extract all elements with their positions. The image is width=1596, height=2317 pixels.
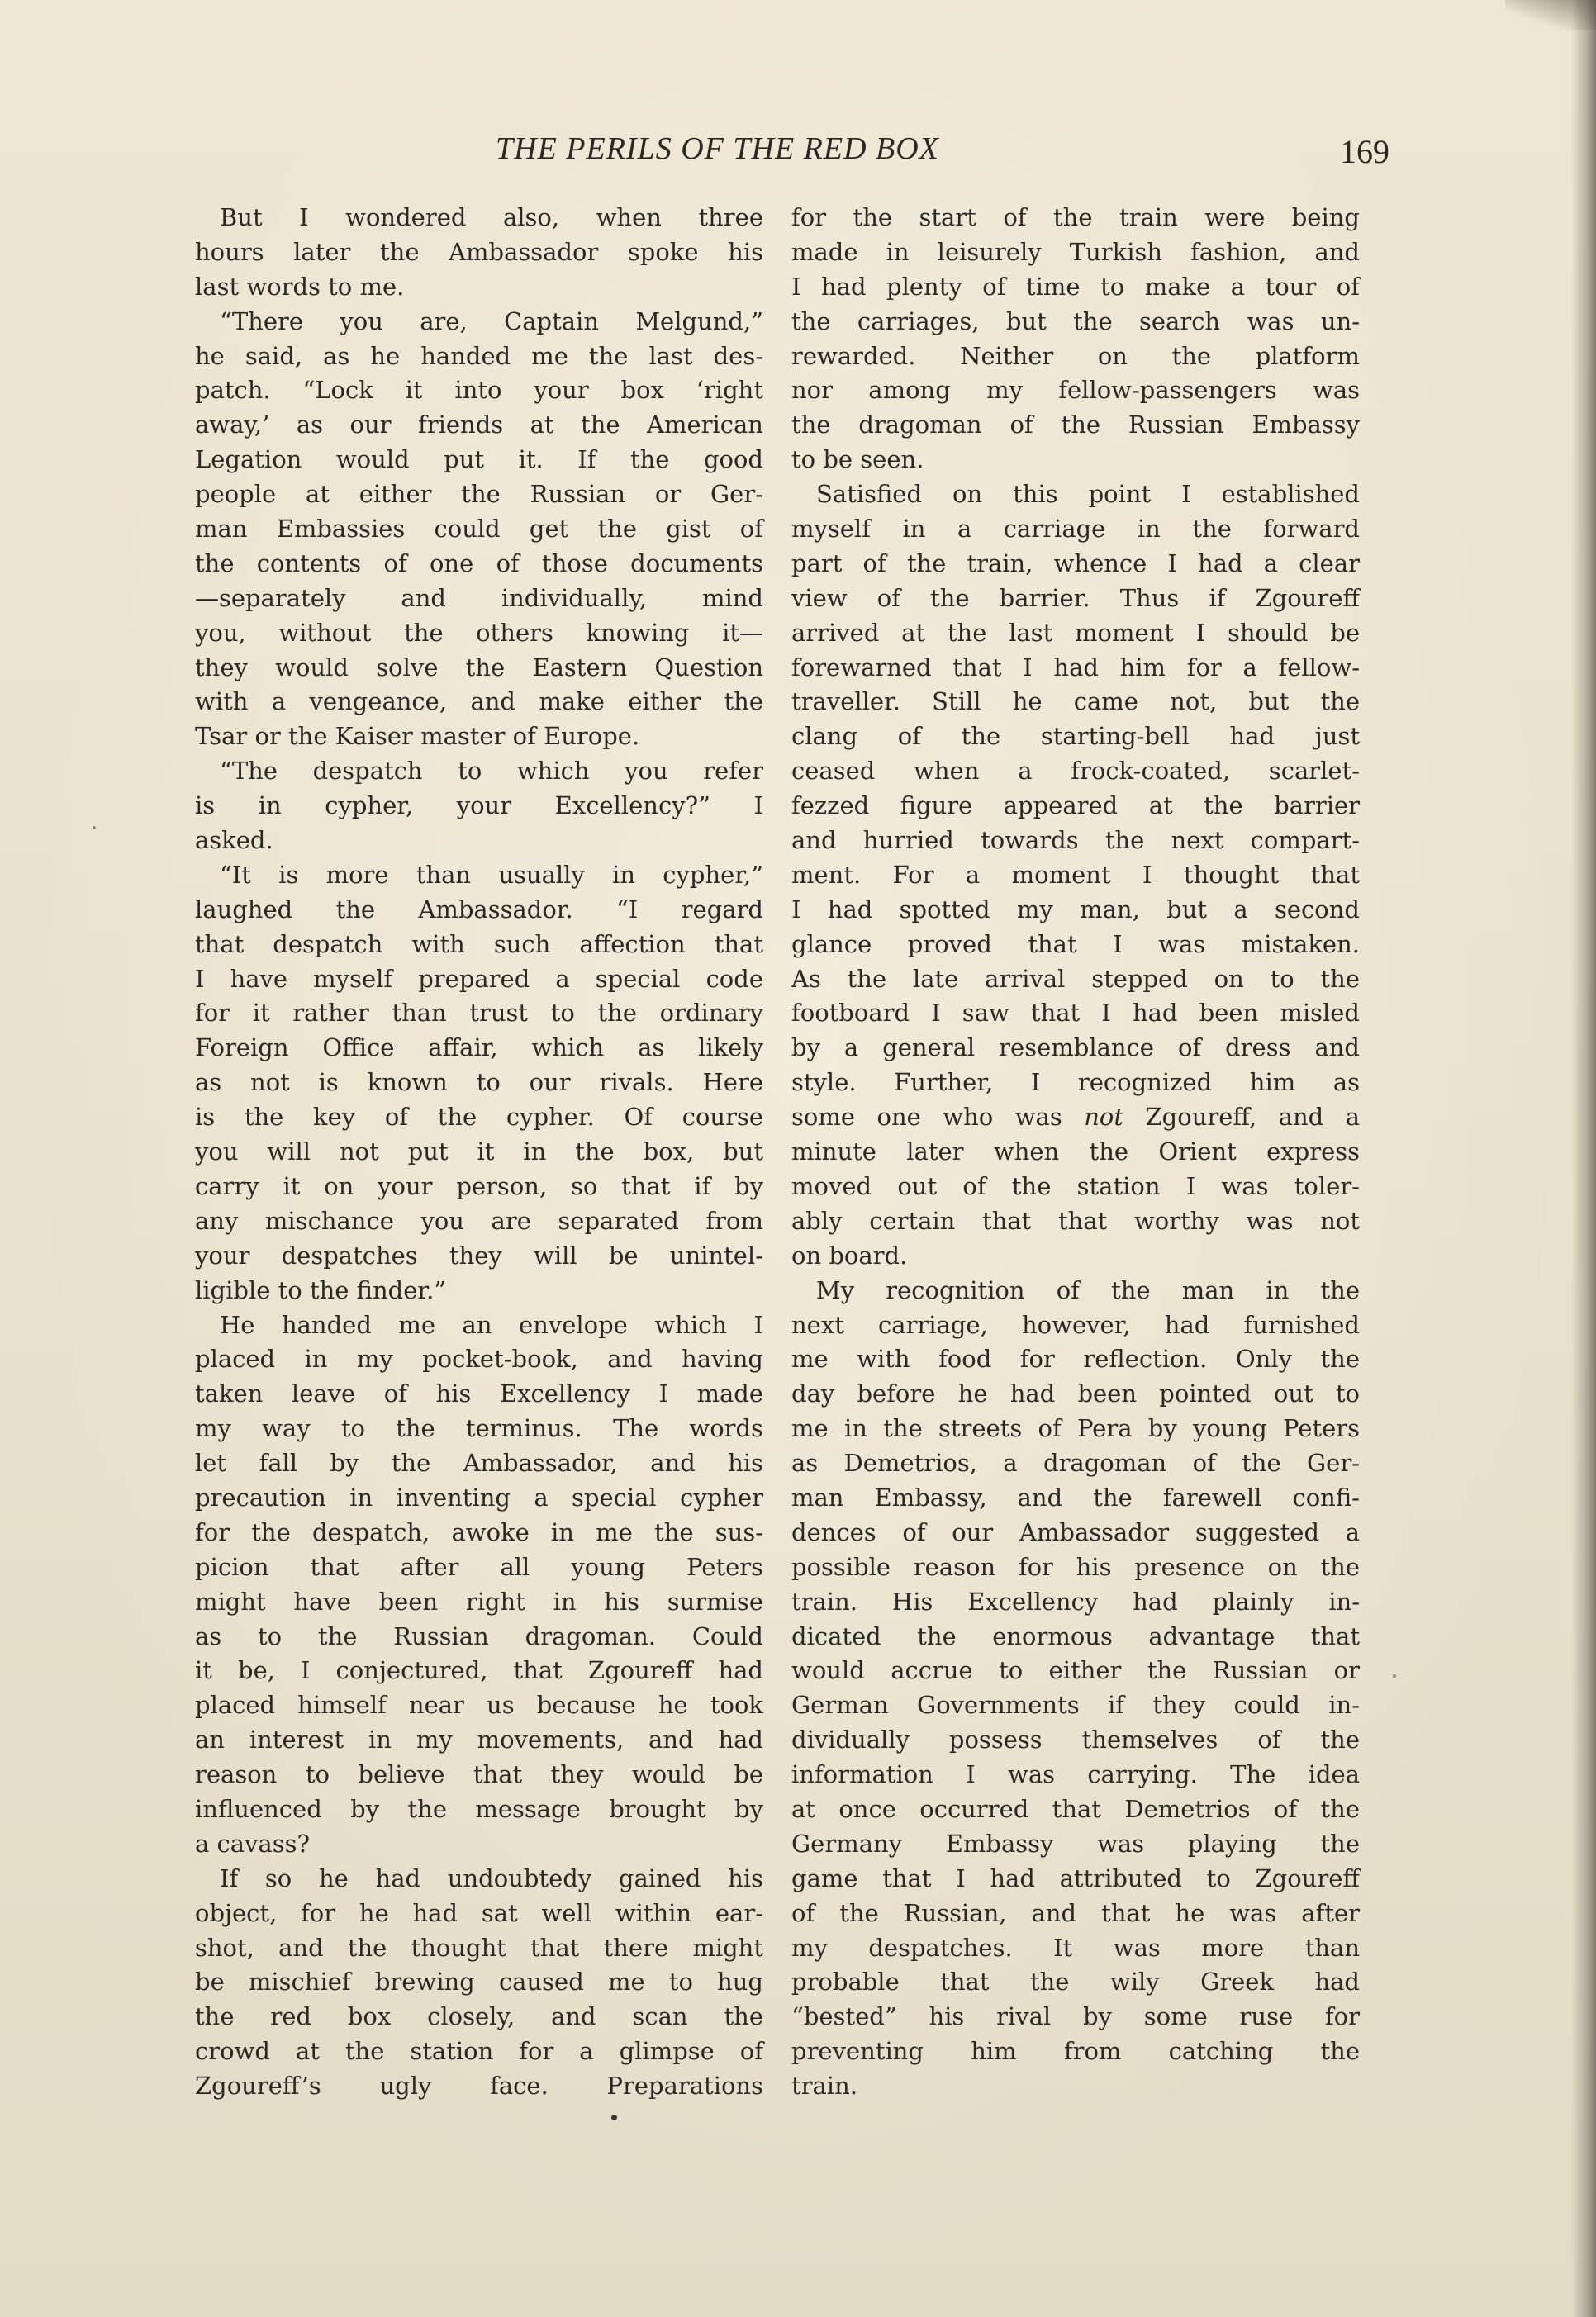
text-line: and hurried towards the next compart-: [791, 826, 1360, 855]
text-line: probable that the wily Greek had: [791, 1968, 1360, 1997]
text-line: Zgoureff’s ugly face. Preparations: [195, 2072, 763, 2101]
text-line: But I wondered also, when three: [220, 203, 763, 231]
text-line: be mischief brewing caused me to hug: [195, 1968, 763, 1997]
text-line: last words to me.: [195, 272, 405, 301]
text-line: I have myself prepared a special code: [195, 964, 763, 993]
text-line: made in leisurely Turkish fashion, and: [791, 237, 1360, 266]
text-line: possible reason for his presence on the: [791, 1552, 1360, 1581]
text-line: picion that after all young Peters: [195, 1552, 763, 1581]
text-line: me in the streets of Pera by young Peters: [791, 1414, 1360, 1443]
text-line: my way to the terminus. The words: [195, 1414, 763, 1443]
text-line: you, without the others knowing it—: [195, 618, 763, 647]
text-line: an interest in my movements, and had: [195, 1726, 763, 1754]
text-line: influenced by the message brought by: [195, 1794, 763, 1823]
text-line: for the despatch, awoke in me the sus-: [195, 1517, 763, 1546]
text-line: it be, I conjectured, that Zgoureff had: [195, 1656, 763, 1685]
text-line: people at either the Russian or Ger-: [195, 480, 763, 509]
running-head: THE PERILS OF THE RED BOX: [496, 131, 939, 166]
right-column: [791, 201, 1360, 2104]
text-line: let fall by the Ambassador, and his: [195, 1449, 763, 1478]
text-line: preventing him from catching the: [791, 2037, 1360, 2066]
text-line: patch. “Lock it into your box ‘right: [195, 376, 763, 405]
text-line: traveller. Still he came not, but the: [791, 687, 1360, 716]
text-line: for it rather than trust to the ordinary: [195, 999, 763, 1028]
text-line: asked.: [195, 826, 273, 855]
text-line: some one who was not Zgoureff, and a: [791, 1103, 1360, 1132]
text-line: the dragoman of the Russian Embassy: [791, 411, 1360, 439]
text-line: is in cypher, your Excellency?” I: [195, 791, 763, 820]
left-column: [195, 201, 763, 2104]
text-line: man Embassy, and the farewell confi-: [791, 1483, 1360, 1512]
page-corner-shadow: [1505, 0, 1596, 30]
text-line: glance proved that I was mistaken.: [791, 929, 1360, 958]
text-line: laughed the Ambassador. “I regard: [195, 895, 763, 923]
text-line: myself in a carriage in the forward: [791, 515, 1360, 544]
text-line: man Embassies could get the gist of: [195, 515, 763, 544]
text-line: you will not put it in the box, but: [195, 1137, 763, 1166]
text-line: with a vengeance, and make either the: [195, 687, 763, 716]
text-line: placed himself near us because he took: [195, 1691, 763, 1720]
text-line: day before he had been pointed out to: [791, 1379, 1360, 1408]
text-line: My recognition of the man in the: [816, 1275, 1360, 1304]
text-line: might have been right in his surmise: [195, 1587, 763, 1616]
text-line: for the start of the train were being: [791, 203, 1360, 231]
text-line: that despatch with such affection that: [195, 929, 763, 958]
text-line: I had plenty of time to make a tour of: [791, 272, 1360, 301]
text-line: part of the train, whence I had a clear: [791, 548, 1360, 577]
text-line: as to the Russian dragoman. Could: [195, 1621, 763, 1650]
text-line: a cavass?: [195, 1829, 311, 1858]
page-edge-shadow: [1571, 0, 1596, 2317]
text-line: hours later the Ambassador spoke his: [195, 237, 763, 266]
text-line: the contents of one of those documents: [195, 548, 763, 577]
text-line: Satisfied on this point I established: [816, 480, 1360, 509]
text-line: me with food for reflection. Only the: [791, 1345, 1360, 1374]
text-line: minute later when the Orient express: [791, 1137, 1360, 1166]
text-line: view of the barrier. Thus if Zgoureff: [791, 583, 1360, 612]
text-line: dividually possess themselves of the: [791, 1726, 1360, 1754]
ink-speck: [611, 2115, 617, 2120]
text-line: “The despatch to which you refer: [220, 757, 763, 786]
text-line: my despatches. It was more than: [791, 1933, 1360, 1962]
text-line: the red box closely, and scan the: [195, 2002, 763, 2031]
text-line: arrived at the last moment I should be: [791, 618, 1360, 647]
text-line: moved out of the station I was toler-: [791, 1171, 1360, 1200]
text-line: the carriages, but the search was un-: [791, 306, 1360, 335]
text-line: to be seen.: [791, 445, 924, 474]
text-line: He handed me an envelope which I: [220, 1310, 763, 1339]
text-line: “bested” his rival by some ruse for: [791, 2002, 1360, 2031]
text-line: If so he had undoubtedy gained his: [220, 1864, 763, 1892]
text-line: fezzed figure appeared at the barrier: [791, 791, 1360, 820]
text-line: is the key of the cypher. Of course: [195, 1103, 763, 1132]
text-line: as not is known to our rivals. Here: [195, 1068, 763, 1097]
text-line: would accrue to either the Russian or: [791, 1656, 1360, 1685]
text-line: away,’ as our friends at the American: [195, 411, 763, 439]
text-line: crowd at the station for a glimpse of: [195, 2037, 763, 2066]
text-line: they would solve the Eastern Question: [195, 653, 763, 681]
text-line: style. Further, I recognized him as: [791, 1068, 1360, 1097]
text-line: object, for he had sat well within ear-: [195, 1898, 763, 1927]
text-line: precaution in inventing a special cypher: [195, 1483, 763, 1512]
text-line: ably certain that that worthy was not: [791, 1206, 1360, 1235]
text-line: at once occurred that Demetrios of the: [791, 1794, 1360, 1823]
text-line: carry it on your person, so that if by: [195, 1171, 763, 1200]
text-line: Legation would put it. If the good: [195, 445, 763, 474]
text-line: Germany Embassy was playing the: [791, 1829, 1360, 1858]
text-line: ligible to the finder.”: [195, 1275, 447, 1304]
text-line: your despatches they will be unintel-: [195, 1241, 763, 1270]
text-line: Foreign Office affair, which as likely: [195, 1033, 763, 1062]
page-number: 169: [1340, 133, 1389, 170]
ink-speck: [1393, 1674, 1396, 1678]
text-line: he said, as he handed me the last des-: [195, 341, 763, 370]
text-line: rewarded. Neither on the platform: [791, 341, 1360, 370]
text-line: train. His Excellency had plainly in-: [791, 1587, 1360, 1616]
text-line: taken leave of his Excellency I made: [195, 1379, 763, 1408]
text-line: —separately and individually, mind: [195, 583, 763, 612]
text-line: as Demetrios, a dragoman of the Ger-: [791, 1449, 1360, 1478]
text-line: shot, and the thought that there might: [195, 1933, 763, 1962]
text-line: forewarned that I had him for a fellow-: [791, 653, 1360, 681]
text-line: I had spotted my man, but a second: [791, 895, 1360, 923]
text-line: by a general resemblance of dress and: [791, 1033, 1360, 1062]
text-line: clang of the starting-bell had just: [791, 722, 1360, 751]
text-line: on board.: [791, 1241, 908, 1270]
text-line: ceased when a frock-coated, scarlet-: [791, 757, 1360, 786]
text-line: placed in my pocket-book, and having: [195, 1345, 763, 1374]
text-line: dences of our Ambassador suggested a: [791, 1517, 1360, 1546]
text-line: ment. For a moment I thought that: [791, 860, 1360, 889]
text-line: footboard I saw that I had been misled: [791, 999, 1360, 1028]
text-line: information I was carrying. The idea: [791, 1760, 1360, 1789]
text-line: As the late arrival stepped on to the: [791, 964, 1360, 993]
text-line: of the Russian, and that he was after: [791, 1898, 1360, 1927]
text-line: game that I had attributed to Zgoureff: [791, 1864, 1360, 1892]
text-line: nor among my fellow-passengers was: [791, 376, 1360, 405]
text-line: German Governments if they could in-: [791, 1691, 1360, 1720]
text-line: any mischance you are separated from: [195, 1206, 763, 1235]
text-line: “There you are, Captain Melgund,”: [220, 306, 763, 335]
text-line: train.: [791, 2072, 857, 2101]
text-line: reason to believe that they would be: [195, 1760, 763, 1789]
text-line: dicated the enormous advantage that: [791, 1621, 1360, 1650]
ink-speck: [93, 826, 96, 829]
text-line: Tsar or the Kaiser master of Europe.: [195, 722, 640, 751]
text-line: next carriage, however, had furnished: [791, 1310, 1360, 1339]
text-line: “It is more than usually in cypher,”: [220, 860, 763, 889]
